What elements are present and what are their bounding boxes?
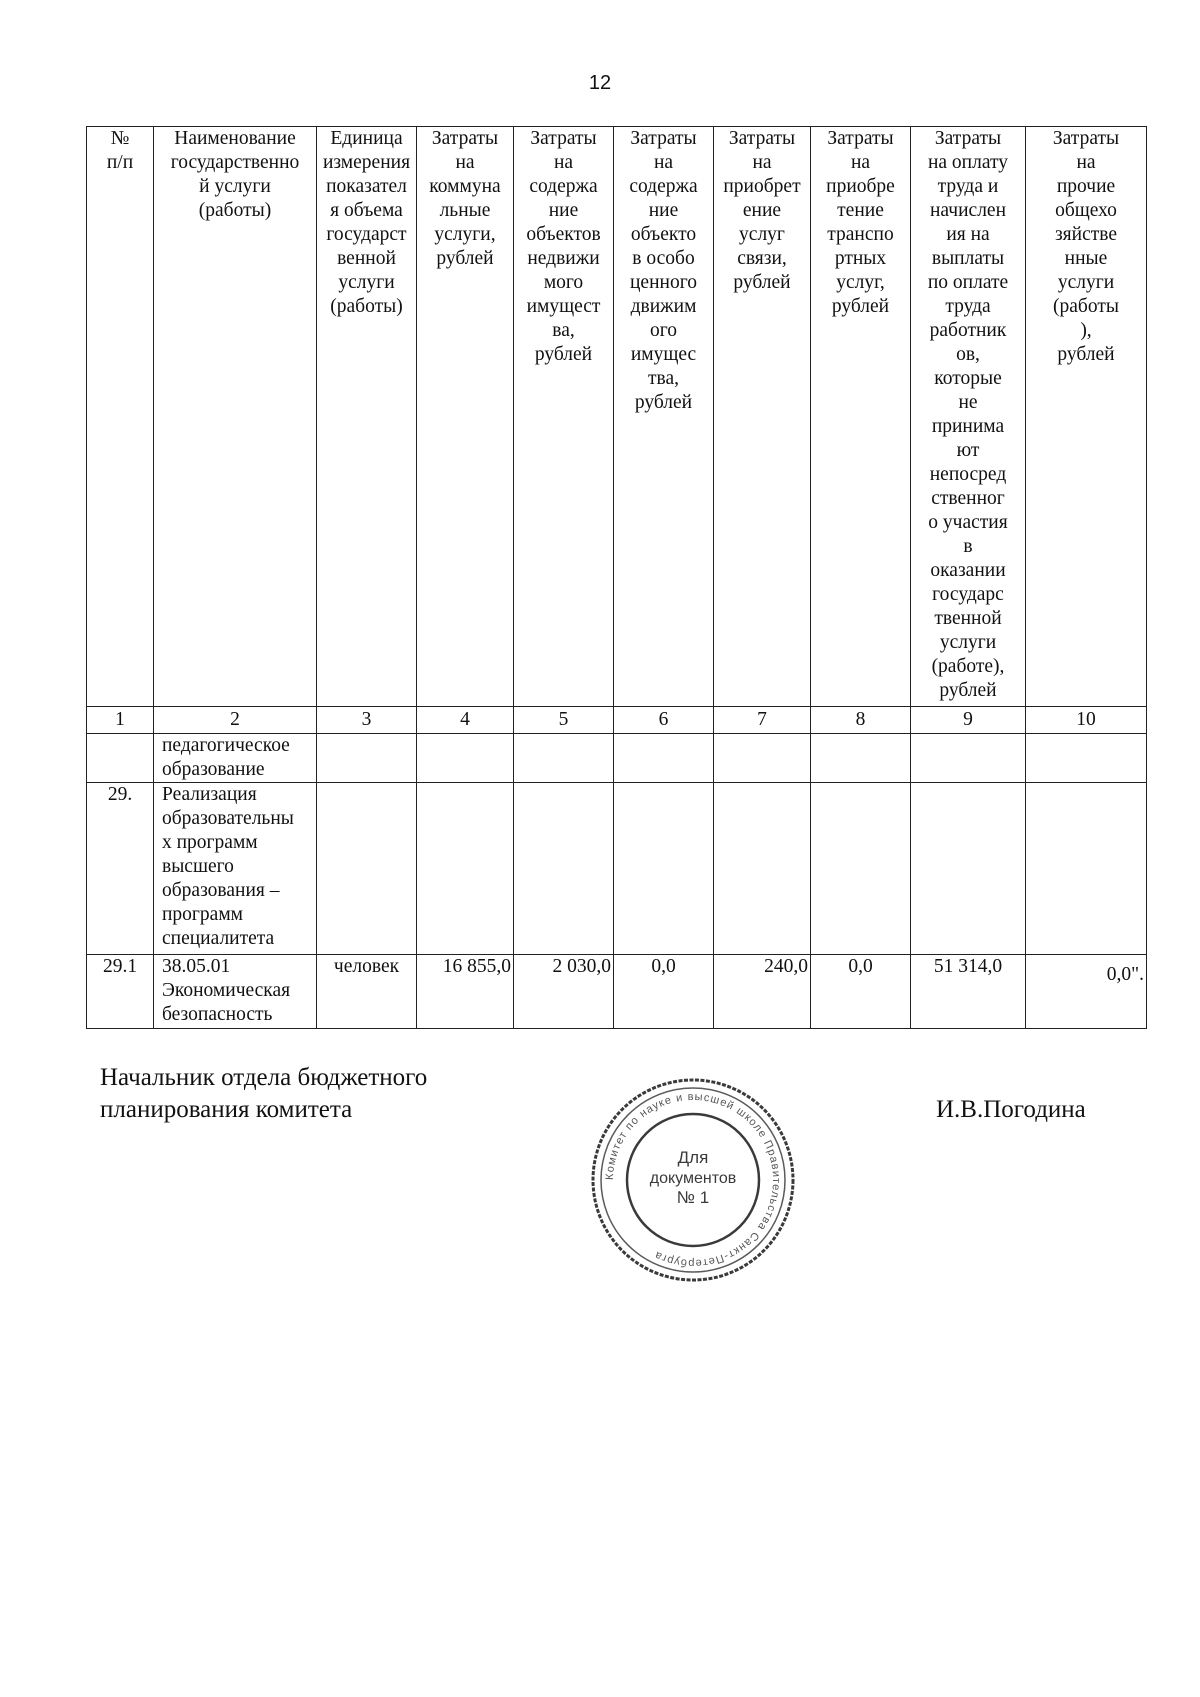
row-real-estate [514, 734, 614, 783]
header-cell-number: № п/п [87, 127, 154, 707]
table-row [87, 783, 1147, 955]
stamp-inner-line-2: документов [649, 1170, 737, 1187]
cost-table [86, 126, 1147, 1029]
row-service-name: педагогическое образование [154, 734, 317, 783]
row-unit [317, 734, 417, 783]
column-number: 10 [1026, 707, 1147, 734]
column-number: 1 [87, 707, 154, 734]
row-utilities: 16 855,0 [417, 955, 514, 1029]
row-movable-property [614, 734, 714, 783]
header-cell-service-name: Наименование государственно й услуги (работы) [154, 127, 317, 707]
row-movable-property: 0,0 [614, 955, 714, 1029]
row-labor: 51 314,0 [911, 955, 1026, 1029]
signatory-name: И.В.Погодина [936, 1096, 1086, 1123]
column-number: 6 [614, 707, 714, 734]
row-real-estate [514, 783, 614, 955]
column-number: 4 [417, 707, 514, 734]
official-stamp [588, 1075, 798, 1285]
row-service-name: 38.05.01 Экономическая безопасность [154, 955, 317, 1029]
header-cell-labor: Затраты на оплату труда и начислен ия на выплаты по оплате труда работник ов, которые не принима ют непосред ственног о участия в оказании государс твенной услуги (работе), рублей [911, 127, 1026, 707]
column-number: 8 [811, 707, 911, 734]
header-cell-utilities: Затраты на коммуна льные услуги, рублей [417, 127, 514, 707]
column-number: 2 [154, 707, 317, 734]
column-number: 7 [714, 707, 811, 734]
row-communication [714, 783, 811, 955]
signatory-position: Начальник отдела бюджетного планирования комитета [100, 1064, 428, 1123]
header-row [87, 127, 1147, 707]
header-cell-movable-property: Затраты на содержа ние объекто в особо ценного движим ого имущес тва, рублей [614, 127, 714, 707]
page-number: 12 [588, 72, 612, 94]
row-service-name: Реализация образовательны х программ высшего образования – программ специалитета [154, 783, 317, 955]
row-unit: человек [317, 955, 417, 1029]
column-number: 5 [514, 707, 614, 734]
header-cell-unit: Единица измерения показател я объема государст венной услуги (работы) [317, 127, 417, 707]
stamp-inner-line-1: Для [677, 1148, 709, 1167]
row-number: 29.1 [87, 955, 154, 1029]
row-transport [811, 783, 911, 955]
row-utilities [417, 783, 514, 955]
row-other: 0,0". [1026, 955, 1147, 1029]
row-other [1026, 734, 1147, 783]
row-transport: 0,0 [811, 955, 911, 1029]
row-other [1026, 783, 1147, 955]
row-unit [317, 783, 417, 955]
row-labor [911, 734, 1026, 783]
header-cell-transport: Затраты на приобре тение транспо ртных услуг, рублей [811, 127, 911, 707]
row-communication [714, 734, 811, 783]
row-communication: 240,0 [714, 955, 811, 1029]
row-utilities [417, 734, 514, 783]
row-labor [911, 783, 1026, 955]
header-cell-other: Затраты на прочие общехо зяйстве нные услуги (работы ), рублей [1026, 127, 1147, 707]
row-real-estate: 2 030,0 [514, 955, 614, 1029]
stamp-inner-line-3: № 1 [676, 1188, 710, 1207]
row-transport [811, 734, 911, 783]
stamp-ring-text: Комитет по науке и высшей школе Правительства Санкт-Петербурга [603, 1090, 783, 1270]
column-number-row [87, 707, 1147, 734]
table-row [87, 955, 1147, 1029]
row-number: 29. [87, 783, 154, 955]
table-row [87, 734, 1147, 783]
column-number: 3 [317, 707, 417, 734]
row-number [87, 734, 154, 783]
header-cell-communication: Затраты на приобрет ение услуг связи, рублей [714, 127, 811, 707]
row-movable-property [614, 783, 714, 955]
header-cell-real-estate: Затраты на содержа ние объектов недвижи мого имущест ва, рублей [514, 127, 614, 707]
column-number: 9 [911, 707, 1026, 734]
